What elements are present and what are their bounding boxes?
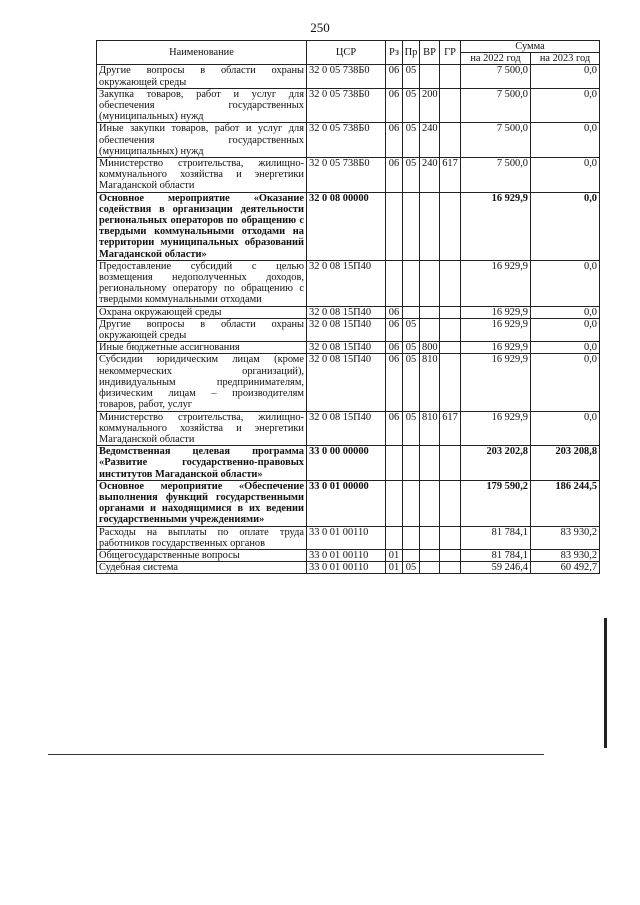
- header-pr: Пр: [403, 41, 420, 65]
- cell-gr: [440, 192, 461, 260]
- cell-gr: [440, 526, 461, 549]
- table-row: [97, 526, 600, 549]
- cell-vr: 810: [420, 411, 440, 446]
- table-body: [97, 65, 600, 574]
- cell-y2023: 0,0: [531, 354, 600, 411]
- cell-rz: [386, 192, 403, 260]
- cell-y2022: 81 784,1: [461, 526, 531, 549]
- cell-y2022: 16 929,9: [461, 354, 531, 411]
- cell-gr: [440, 549, 461, 561]
- cell-y2022: 16 929,9: [461, 306, 531, 318]
- cell-rz: [386, 526, 403, 549]
- cell-rz: 06: [386, 411, 403, 446]
- cell-vr: 800: [420, 342, 440, 354]
- cell-name: Иные бюджетные ассигнования: [97, 342, 307, 354]
- header-csr: ЦСР: [307, 41, 386, 65]
- table-row: [97, 549, 600, 561]
- cell-gr: [440, 562, 461, 574]
- cell-csr: 32 0 08 15П40: [307, 260, 386, 306]
- cell-pr: [403, 526, 420, 549]
- margin-mark: [604, 618, 607, 748]
- table-row: [97, 480, 600, 526]
- cell-pr: 05: [403, 88, 420, 123]
- cell-y2022: 16 929,9: [461, 342, 531, 354]
- cell-y2022: 16 929,9: [461, 260, 531, 306]
- cell-y2022: 179 590,2: [461, 480, 531, 526]
- table-row: [97, 88, 600, 123]
- cell-y2022: 203 202,8: [461, 446, 531, 481]
- cell-csr: 33 0 01 00000: [307, 480, 386, 526]
- cell-rz: 06: [386, 306, 403, 318]
- cell-name: Судебная система: [97, 562, 307, 574]
- cell-pr: 05: [403, 123, 420, 158]
- cell-y2022: 59 246,4: [461, 562, 531, 574]
- cell-pr: 05: [403, 354, 420, 411]
- header-year-2022: на 2022 год: [461, 53, 531, 65]
- cell-gr: [440, 306, 461, 318]
- cell-csr: 32 0 05 738Б0: [307, 123, 386, 158]
- cell-vr: [420, 260, 440, 306]
- header-gr: ГР: [440, 41, 461, 65]
- cell-pr: [403, 549, 420, 561]
- cell-gr: [440, 65, 461, 88]
- cell-csr: 32 0 08 00000: [307, 192, 386, 260]
- budget-table: [96, 40, 600, 574]
- cell-y2023: 0,0: [531, 123, 600, 158]
- table-row: [97, 260, 600, 306]
- cell-csr: 33 0 01 00110: [307, 549, 386, 561]
- cell-pr: 05: [403, 65, 420, 88]
- cell-name: Закупка товаров, работ и услуг для обеспечения государственных (муниципальных) нужд: [97, 88, 307, 123]
- table-row: [97, 318, 600, 341]
- cell-y2023: 0,0: [531, 306, 600, 318]
- cell-name: Общегосударственные вопросы: [97, 549, 307, 561]
- cell-rz: [386, 480, 403, 526]
- cell-pr: [403, 446, 420, 481]
- header-sum: Сумма: [461, 41, 600, 53]
- cell-vr: [420, 65, 440, 88]
- cell-csr: 32 0 05 738Б0: [307, 65, 386, 88]
- header-rz: Рз: [386, 41, 403, 65]
- cell-vr: [420, 192, 440, 260]
- table-row: [97, 123, 600, 158]
- cell-y2023: 83 930,2: [531, 549, 600, 561]
- cell-pr: 05: [403, 158, 420, 193]
- cell-gr: [440, 88, 461, 123]
- header-vr: ВР: [420, 41, 440, 65]
- cell-rz: 06: [386, 354, 403, 411]
- cell-y2023: 0,0: [531, 411, 600, 446]
- cell-y2023: 203 208,8: [531, 446, 600, 481]
- cell-gr: 617: [440, 411, 461, 446]
- cell-pr: [403, 480, 420, 526]
- cell-name: Субсидии юридическим лицам (кроме некоммерческих организаций), индивидуальным предпринимателям, физическим лицам – производителям товаров, работ, услуг: [97, 354, 307, 411]
- cell-pr: [403, 260, 420, 306]
- cell-gr: 617: [440, 158, 461, 193]
- table-row: [97, 562, 600, 574]
- cell-y2023: 0,0: [531, 88, 600, 123]
- cell-vr: [420, 480, 440, 526]
- cell-name: Ведомственная целевая программа «Развитие государственно-правовых институтов Магаданской области»: [97, 446, 307, 481]
- cell-vr: 240: [420, 123, 440, 158]
- cell-y2022: 16 929,9: [461, 318, 531, 341]
- cell-rz: 06: [386, 88, 403, 123]
- table-row: [97, 354, 600, 411]
- cell-gr: [440, 318, 461, 341]
- cell-y2022: 7 500,0: [461, 65, 531, 88]
- cell-csr: 32 0 08 15П40: [307, 342, 386, 354]
- cell-csr: 32 0 05 738Б0: [307, 158, 386, 193]
- cell-y2023: 60 492,7: [531, 562, 600, 574]
- footer-rule: [48, 754, 544, 755]
- cell-y2023: 186 244,5: [531, 480, 600, 526]
- table-row: [97, 342, 600, 354]
- header-name: Наименование: [97, 41, 307, 65]
- cell-name: Основное мероприятие «Обеспечение выполнения функций государственными органами и находящимися в их ведении государственными учреждениями»: [97, 480, 307, 526]
- cell-vr: 240: [420, 158, 440, 193]
- cell-name: Предоставление субсидий с целью возмещения недополученных доходов, региональному оператору по обращению с твердыми коммунальными отходами: [97, 260, 307, 306]
- table-row: [97, 158, 600, 193]
- cell-y2023: 83 930,2: [531, 526, 600, 549]
- cell-pr: 05: [403, 342, 420, 354]
- header-year-2023: на 2023 год: [531, 53, 600, 65]
- cell-csr: 32 0 05 738Б0: [307, 88, 386, 123]
- cell-pr: [403, 306, 420, 318]
- cell-y2022: 7 500,0: [461, 123, 531, 158]
- cell-name: Расходы на выплаты по оплате труда работников государственных органов: [97, 526, 307, 549]
- cell-name: Министерство строительства, жилищно-коммунального хозяйства и энергетики Магаданской области: [97, 158, 307, 193]
- cell-vr: [420, 549, 440, 561]
- cell-gr: [440, 480, 461, 526]
- table-row: [97, 446, 600, 481]
- cell-y2022: 7 500,0: [461, 158, 531, 193]
- cell-name: Министерство строительства, жилищно-коммунального хозяйства и энергетики Магаданской области: [97, 411, 307, 446]
- cell-csr: 32 0 08 15П40: [307, 354, 386, 411]
- cell-rz: 01: [386, 562, 403, 574]
- cell-y2022: 16 929,9: [461, 411, 531, 446]
- cell-pr: 05: [403, 318, 420, 341]
- cell-rz: [386, 260, 403, 306]
- cell-csr: 32 0 08 15П40: [307, 411, 386, 446]
- cell-y2023: 0,0: [531, 65, 600, 88]
- cell-vr: [420, 446, 440, 481]
- cell-csr: 32 0 08 15П40: [307, 306, 386, 318]
- cell-name: Основное мероприятие «Оказание содействия в организации деятельности региональных операторов по обращению с твердыми коммунальными отходами на территории муниципальных образований Магаданской области»: [97, 192, 307, 260]
- cell-vr: [420, 526, 440, 549]
- cell-gr: [440, 123, 461, 158]
- cell-y2023: 0,0: [531, 318, 600, 341]
- cell-name: Иные закупки товаров, работ и услуг для обеспечения государственных (муниципальных) нужд: [97, 123, 307, 158]
- page-number: 250: [310, 20, 330, 35]
- cell-rz: 06: [386, 158, 403, 193]
- table-row: [97, 192, 600, 260]
- cell-gr: [440, 342, 461, 354]
- cell-y2022: 16 929,9: [461, 192, 531, 260]
- cell-name: Другие вопросы в области охраны окружающей среды: [97, 65, 307, 88]
- cell-name: Охрана окружающей среды: [97, 306, 307, 318]
- cell-rz: 06: [386, 123, 403, 158]
- cell-vr: [420, 306, 440, 318]
- cell-csr: 33 0 01 00110: [307, 562, 386, 574]
- cell-y2022: 81 784,1: [461, 549, 531, 561]
- cell-vr: [420, 562, 440, 574]
- cell-rz: 06: [386, 65, 403, 88]
- cell-csr: 33 0 00 00000: [307, 446, 386, 481]
- cell-y2023: 0,0: [531, 342, 600, 354]
- cell-gr: [440, 260, 461, 306]
- table-row: [97, 65, 600, 88]
- cell-y2022: 7 500,0: [461, 88, 531, 123]
- cell-gr: [440, 446, 461, 481]
- cell-y2023: 0,0: [531, 260, 600, 306]
- cell-rz: 01: [386, 549, 403, 561]
- cell-y2023: 0,0: [531, 192, 600, 260]
- cell-rz: 06: [386, 318, 403, 341]
- cell-pr: 05: [403, 562, 420, 574]
- cell-csr: 33 0 01 00110: [307, 526, 386, 549]
- cell-pr: [403, 192, 420, 260]
- cell-pr: 05: [403, 411, 420, 446]
- cell-csr: 32 0 08 15П40: [307, 318, 386, 341]
- cell-vr: [420, 318, 440, 341]
- cell-rz: 06: [386, 342, 403, 354]
- cell-vr: 200: [420, 88, 440, 123]
- cell-name: Другие вопросы в области охраны окружающей среды: [97, 318, 307, 341]
- table-row: [97, 306, 600, 318]
- cell-y2023: 0,0: [531, 158, 600, 193]
- table-row: [97, 411, 600, 446]
- cell-gr: [440, 354, 461, 411]
- cell-rz: [386, 446, 403, 481]
- cell-vr: 810: [420, 354, 440, 411]
